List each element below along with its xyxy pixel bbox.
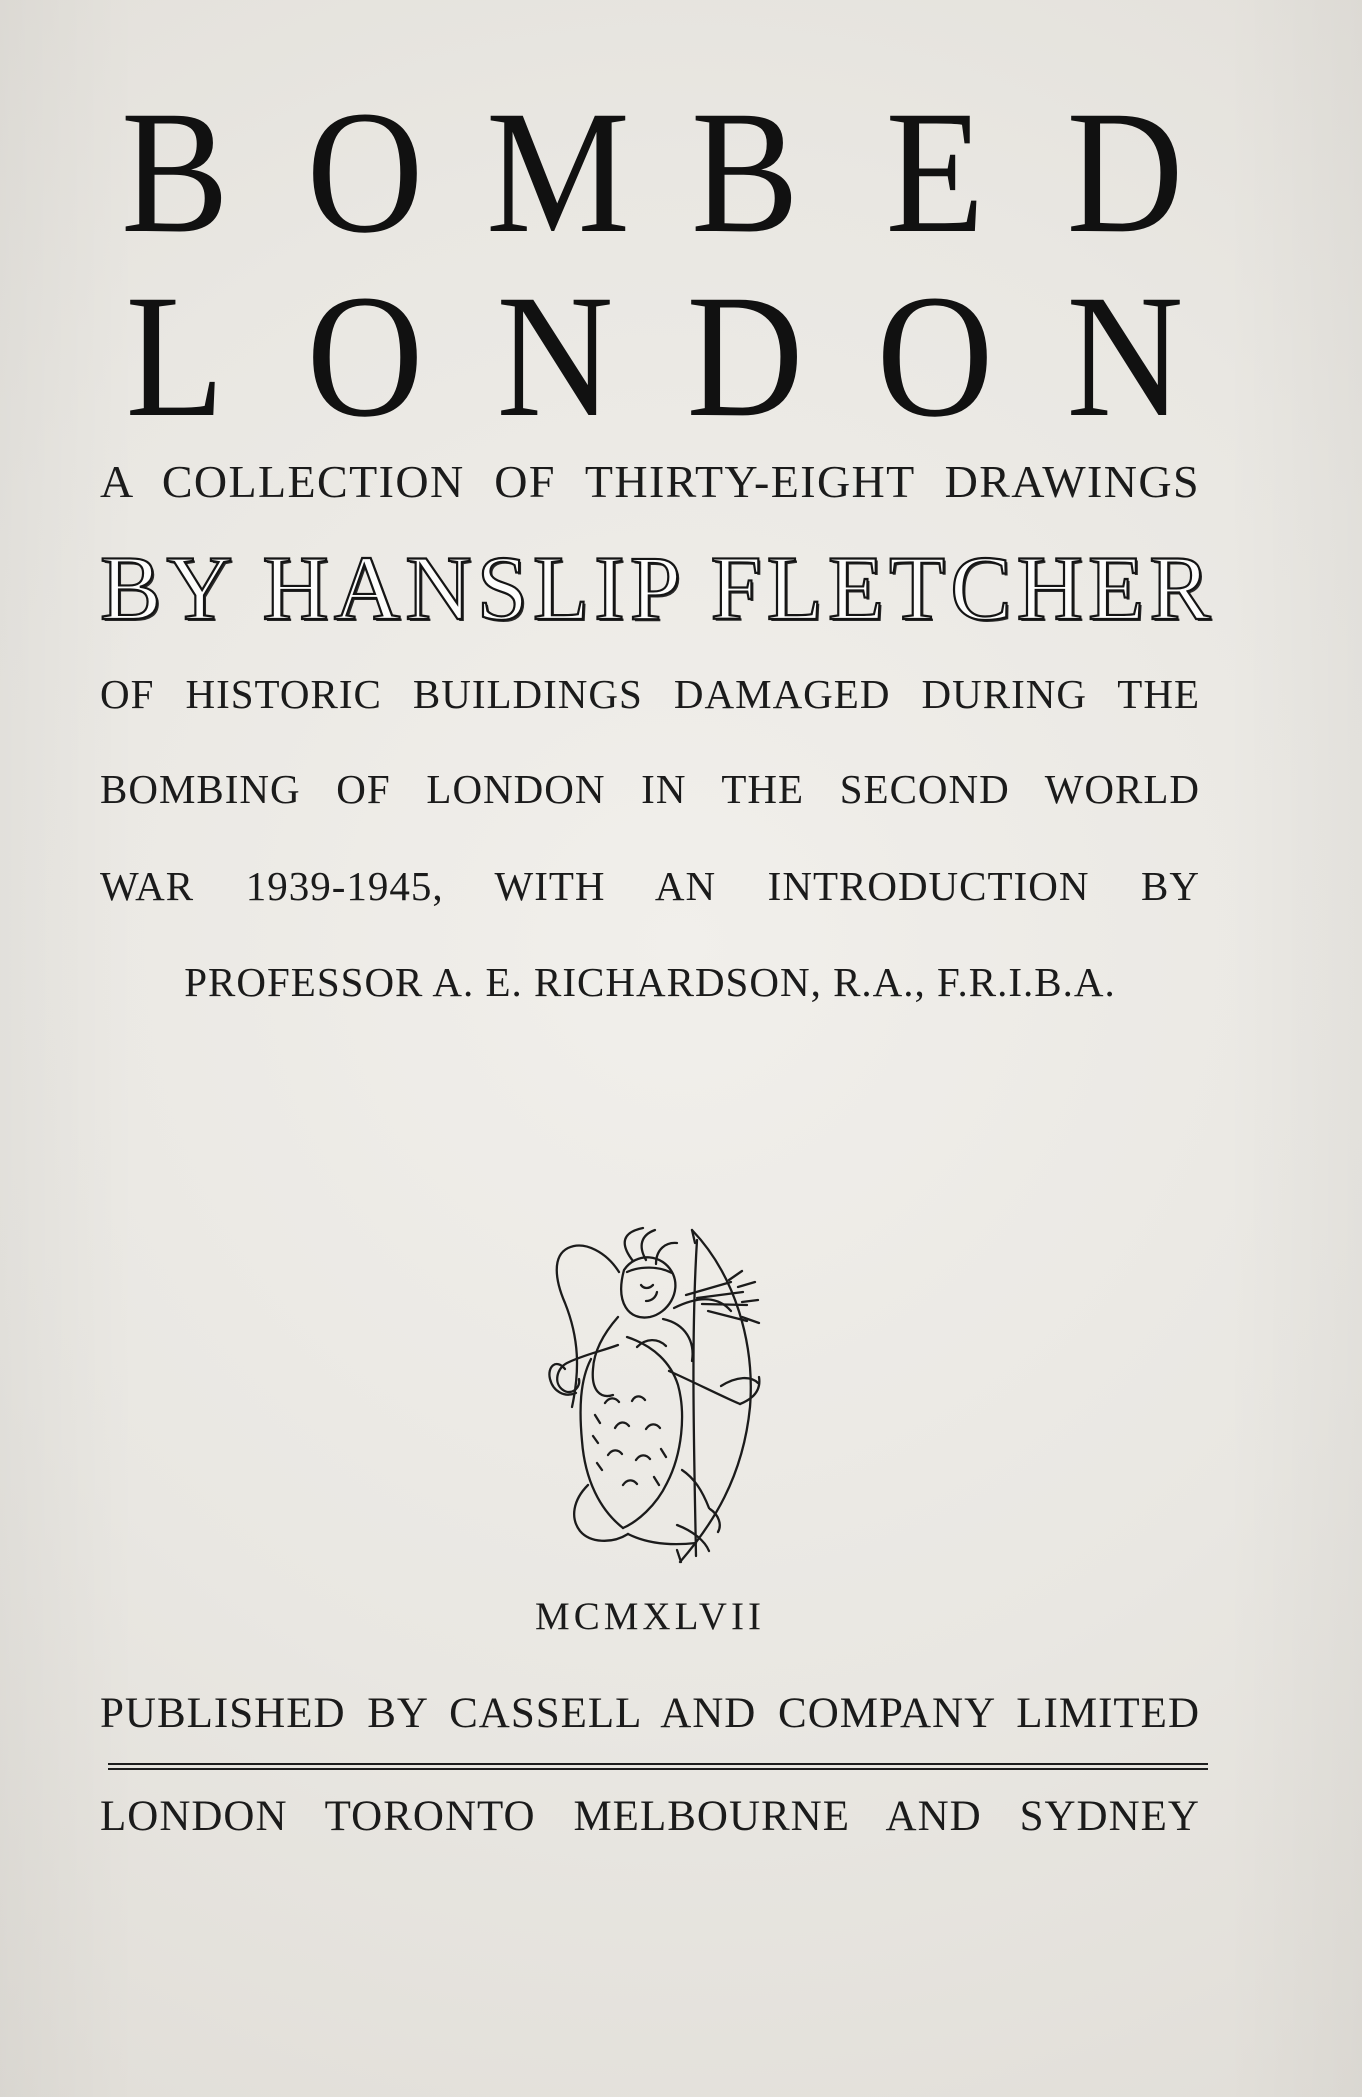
title-letter: O bbox=[876, 259, 994, 454]
archer-emblem-icon bbox=[545, 1225, 775, 1570]
title-letter: D bbox=[1066, 75, 1184, 270]
author-line: BY HANSLIP FLETCHER bbox=[100, 537, 1216, 639]
title-letter: D bbox=[686, 259, 804, 454]
title-line-bombed bbox=[100, 75, 1200, 270]
title-letter: L bbox=[125, 259, 225, 454]
publication-places: LONDON TORONTO MELBOURNE AND SYDNEY bbox=[100, 1793, 1200, 1840]
publisher-line: PUBLISHED BY CASSELL AND COMPANY LIMITED bbox=[100, 1690, 1200, 1737]
title-letter: B bbox=[690, 75, 799, 270]
title-letter: N bbox=[496, 259, 614, 454]
description-line: OF HISTORIC BUILDINGS DAMAGED DURING THE bbox=[100, 671, 1200, 717]
description-line: WAR 1939-1945, WITH AN INTRODUCTION BY bbox=[100, 863, 1200, 909]
title-letter: E bbox=[885, 75, 985, 270]
publication-year: MCMXLVII bbox=[535, 1595, 765, 1638]
description-line: PROFESSOR A. E. RICHARDSON, R.A., F.R.I.B.A. bbox=[184, 959, 1116, 1005]
title-letter: B bbox=[120, 75, 229, 270]
title-line-london bbox=[100, 259, 1200, 454]
title-letter: N bbox=[1066, 259, 1184, 454]
subtitle: A COLLECTION OF THIRTY-EIGHT DRAWINGS bbox=[100, 456, 1200, 507]
title-letter: O bbox=[306, 75, 424, 270]
title-letter: M bbox=[486, 75, 630, 270]
description-line: BOMBING OF LONDON IN THE SECOND WORLD bbox=[100, 766, 1200, 812]
title-letter: O bbox=[306, 259, 424, 454]
imprint-divider bbox=[108, 1763, 1208, 1770]
